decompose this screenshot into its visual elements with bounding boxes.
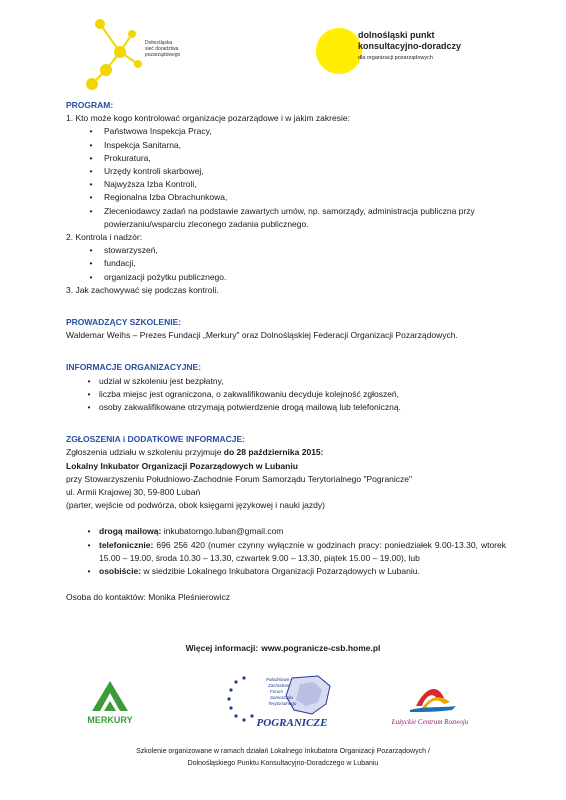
list-item: • Urzędy kontroli skarbowej, [89, 166, 204, 177]
page-header [0, 0, 566, 100]
network-logo-line: pozarządowego [145, 52, 181, 58]
email-link[interactable]: inkubatorngo.luban@gmail.com [161, 526, 284, 537]
consulting-point-logo-text [358, 30, 538, 62]
program-q1-list [66, 125, 506, 231]
merkury-logo-text: MERKURY [87, 715, 133, 725]
list-item: • Regionalna Izba Obrachunkowa, [89, 192, 228, 203]
page-footer [0, 746, 566, 770]
program-title: PROGRAM: [66, 100, 114, 110]
apply-deadline: Zgłoszenia udziału w szkoleniu przyjmuje do 28 października 2015: [66, 447, 324, 458]
lcr-logo-text: Łużyckie Centrum Rozwoju [391, 718, 469, 726]
logo2-line1: dolnośląski punkt [358, 30, 435, 40]
apply-organizer: Lokalny Inkubator Organizacji Pozarządowych w Lubaniu [66, 460, 298, 471]
list-item: • udział w szkoleniu jest bezpłatny, [87, 375, 224, 386]
list-item: • Prokuratura, [89, 152, 151, 163]
apply-directions: (parter, wejście od podwórza, obok księgarni językowej i nauki jazdy) [66, 500, 325, 511]
pogranicze-logo-text: POGRANICZE [256, 717, 328, 729]
pogranicze-logo [222, 670, 352, 734]
network-logo-line: Dolnośląska [145, 40, 173, 46]
more-info [0, 643, 566, 653]
pogranicze-small-3: Forum [270, 689, 284, 694]
list-item: • Państwowa Inspekcja Pracy, [89, 126, 212, 137]
consulting-point-logo-icon [316, 28, 362, 74]
contact-email: • drogą mailową: inkubatorngo.luban@gmail.com [87, 526, 284, 537]
program-q1: 1. Kto może kogo kontrolować organizacje pozarządowe i w jakim zakresie: [66, 113, 350, 124]
program-q2-list [66, 244, 506, 284]
list-item: • stowarzyszeń, [89, 245, 158, 256]
footer-line1: Szkolenie organizowane w ramach działań Lokalnego Inkubatora Organizacji Pozarządowych / [136, 748, 430, 755]
list-item: • Najwyższa Izba Kontroli, [89, 179, 197, 190]
pogranicze-small-1: Południowo- [266, 677, 291, 682]
info-list [66, 375, 506, 415]
merkury-logo [78, 675, 142, 727]
program-q3: 3. Jak zachowywać się podczas kontroli. [66, 284, 219, 295]
pogranicze-small-2: Zachodnie [268, 683, 290, 688]
logo2-line3: dla organizacji pozarządowych [358, 55, 433, 61]
footer-line2: Dolnośląskiego Punktu Konsultacyjno-Doradczego w Lubaniu [187, 760, 379, 767]
trainer-text: Waldemar Weihs – Prezes Fundacji „Merkury" oraz Dolnośląskiej Federacji Organizacji Pozarządowych. [66, 330, 458, 341]
network-logo-text [145, 40, 215, 58]
lcr-logo [380, 676, 480, 730]
list-item: • fundacji, [89, 258, 136, 269]
contact-phone: • telefonicznie: 696 256 420 (numer czynny wyłącznie w godzinach pracy: poniedziałek 9.00-13.30, wtorek 15.00 – 19.00, środa 10.30 – 13.30, czwartek 9.00 – 13.30, piątek 15.00 – 19.00), lub [87, 539, 506, 563]
pogranicze-small-5: Terytorialnego [268, 701, 297, 706]
contact-in-person: • osobiście: w siedzibie Lokalnego Inkubatora Organizacji Pozarządowych w Lubaniu. [87, 566, 420, 577]
program-q2: 2. Kontrola i nadzór: [66, 232, 143, 243]
list-item: • osoby zakwalifikowane otrzymają potwierdzenie drogą mailową lub telefoniczną. [87, 402, 401, 413]
list-item: • organizacji pożytku publicznego. [89, 271, 227, 282]
more-info-link[interactable]: www.pogranicze-csb.home.pl [261, 643, 381, 653]
document-body [66, 99, 506, 605]
apply-address: ul. Armii Krajowej 30, 59-800 Lubań [66, 487, 201, 498]
contact-person: Osoba do kontaktów: Monika Pleśnierowicz [66, 592, 230, 603]
more-info-label: Więcej informacji: [185, 643, 259, 653]
network-logo-line: sieć doradztwa [145, 46, 179, 52]
apply-title: ZGŁOSZENIA i DODATKOWE INFORMACJE: [66, 434, 245, 445]
list-item: • Inspekcja Sanitarna, [89, 139, 182, 150]
pogranicze-small-4: Samorządu [270, 695, 294, 700]
trainer-title: PROWADZĄCY SZKOLENIE: [66, 317, 182, 328]
list-item: • liczba miejsc jest ograniczona, o zakwalifikowaniu decyduje kolejność zgłoszeń, [87, 388, 400, 399]
apply-association: przy Stowarzyszeniu Południowo-Zachodnie Forum Samorządu Terytorialnego "Pogranicze" [66, 473, 413, 484]
info-title: INFORMACJE ORGANIZACYJNE: [66, 362, 202, 373]
list-item: • Zleceniodawcy zadań na podstawie zawartych umów, np. samorządy, administracja publiczna przy powierzaniu/wsparciu zleconego zadania publicznego. [89, 205, 475, 229]
logo2-line2: konsultacyjno-doradczy [358, 41, 462, 51]
contact-list [66, 525, 506, 578]
